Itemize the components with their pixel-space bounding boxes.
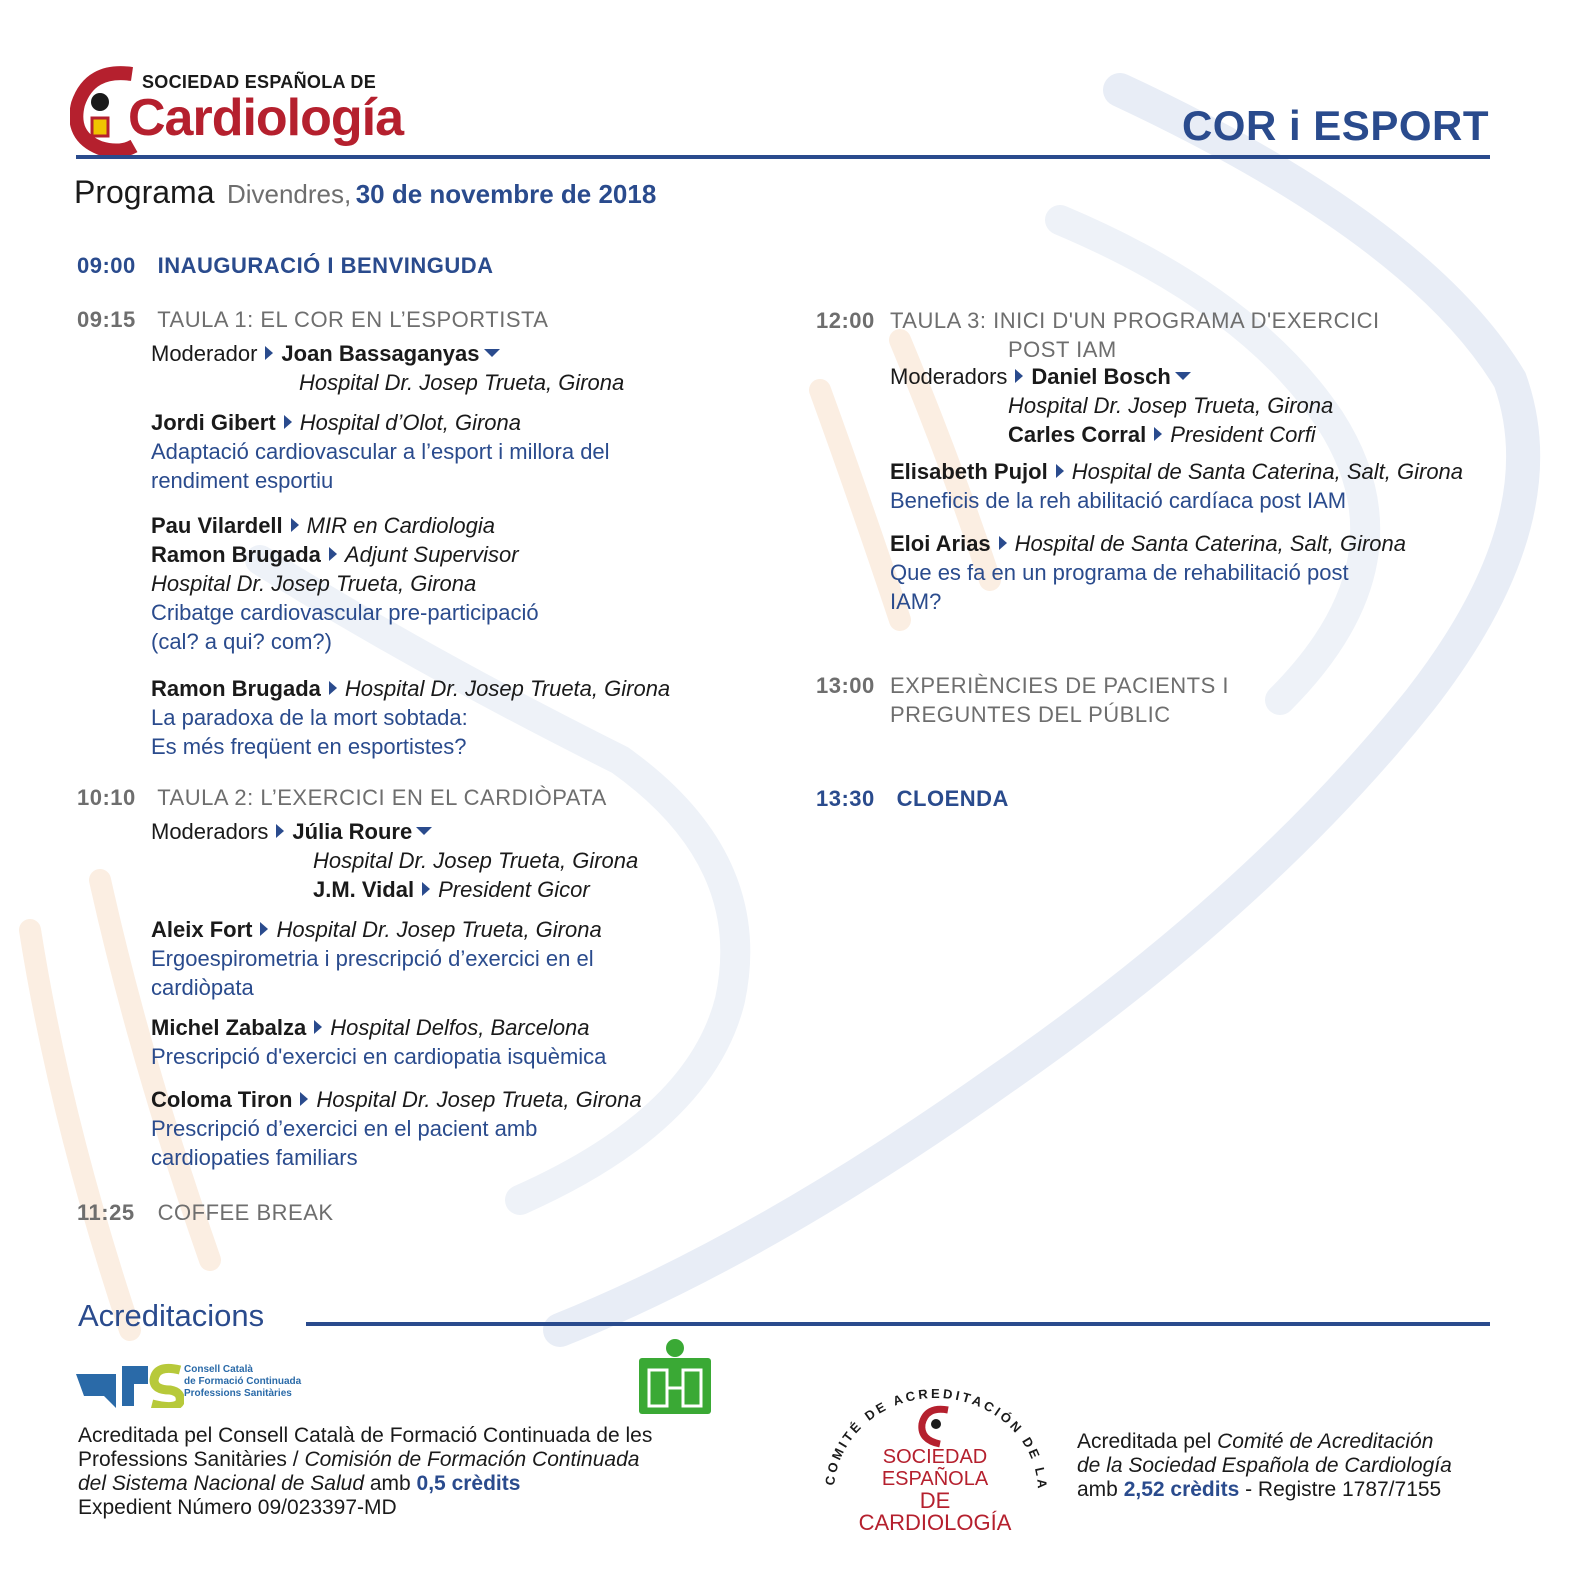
cfc-logo xyxy=(637,1338,713,1416)
moderator-label: Moderadors xyxy=(151,819,269,844)
session-coffee-break xyxy=(77,1200,334,1226)
moderator-block-1 xyxy=(151,339,624,397)
moderator-affiliation: President Corfi xyxy=(1170,422,1316,447)
program-date: 30 de novembre de 2018 xyxy=(355,179,657,209)
logo-main-text: Cardiología xyxy=(128,89,404,147)
speaker-name: Ramon Brugada xyxy=(151,676,321,701)
accreditation-left-text xyxy=(78,1424,652,1520)
moderator-affiliation: Hospital Dr. Josep Trueta, Girona xyxy=(1008,393,1334,418)
session-experiencies xyxy=(816,671,1229,729)
text-line: de la Sociedad Española de Cardiología xyxy=(1077,1454,1452,1477)
speaker-affiliation: Hospital d’Olot, Girona xyxy=(299,410,522,435)
talk-5 xyxy=(151,1013,606,1071)
talk-title-line: cardiòpata xyxy=(151,975,254,1000)
moderator-name: Júlia Roure xyxy=(292,819,413,844)
session-title: CLOENDA xyxy=(896,786,1009,811)
ccfcps-logo-line: de Formació Continuada xyxy=(184,1376,302,1387)
header-rule xyxy=(76,155,1490,159)
credits-value: 0,5 crèdits xyxy=(416,1472,521,1495)
talk-7 xyxy=(890,457,1463,515)
speaker-affiliation: Hospital Dr. Josep Trueta, Girona xyxy=(276,917,602,942)
credits-value: 2,52 crèdits xyxy=(1123,1478,1240,1501)
text-line: Acreditada pel Consell Català de Formació Continuada de les xyxy=(78,1424,653,1447)
seal-arc-text: COMITÉ DE ACREDITACIÓN DE LA xyxy=(822,1385,1050,1492)
text-span: Comité de Acreditación xyxy=(1217,1430,1434,1453)
talk-8 xyxy=(890,529,1406,616)
speaker-name: Michel Zabalza xyxy=(151,1015,307,1040)
session-taula-3 xyxy=(816,306,1380,364)
speaker-affiliation: Adjunt Supervisor xyxy=(344,542,519,567)
moderator-affiliation: Hospital Dr. Josep Trueta, Girona xyxy=(313,848,639,873)
arrow-icon xyxy=(999,536,1007,550)
talk-4 xyxy=(151,915,602,1002)
session-taula-2 xyxy=(77,785,607,811)
talk-title-line: La paradoxa de la mort sobtada: xyxy=(151,705,468,730)
triangle-down-icon xyxy=(416,827,432,835)
moderator-name: Joan Bassaganyas xyxy=(281,341,480,366)
session-title-cont: POST IAM xyxy=(1008,337,1117,362)
accreditation-right-text xyxy=(1077,1430,1452,1502)
session-title: EXPERIÈNCIES DE PACIENTS I xyxy=(890,673,1230,698)
speaker-affiliation: Hospital Dr. Josep Trueta, Girona xyxy=(316,1087,642,1112)
arrow-icon xyxy=(314,1020,322,1034)
accreditations-rule xyxy=(306,1322,1490,1326)
session-taula-1 xyxy=(77,307,548,333)
seal-line: SOCIEDAD ESPAÑOLA xyxy=(881,1446,989,1490)
moderator-label: Moderadors xyxy=(890,364,1008,389)
talk-title-line: IAM? xyxy=(890,589,942,614)
moderator-block-3 xyxy=(890,362,1333,449)
talk-title-line: Que es fa en un programa de rehabilitació post xyxy=(890,560,1349,585)
triangle-down-icon xyxy=(1175,372,1191,380)
talk-3 xyxy=(151,674,670,761)
session-title: COFFEE BREAK xyxy=(157,1200,334,1225)
speaker-affiliation: Hospital Delfos, Barcelona xyxy=(330,1015,590,1040)
speaker-hospital: Hospital Dr. Josep Trueta, Girona xyxy=(151,571,477,596)
speaker-name: Elisabeth Pujol xyxy=(890,459,1048,484)
session-time: 13:00 xyxy=(816,673,875,698)
moderator-name: Carles Corral xyxy=(1008,422,1147,447)
talk-1 xyxy=(151,408,610,495)
speaker-name: Ramon Brugada xyxy=(151,542,321,567)
session-time: 09:15 xyxy=(77,307,136,332)
moderator-name: J.M. Vidal xyxy=(313,877,415,902)
seal-line: DE CARDIOLOGÍA xyxy=(858,1488,1012,1535)
text-span: Comisión de Formación Continuada xyxy=(304,1448,640,1471)
talk-2 xyxy=(151,511,539,656)
session-title-cont: PREGUNTES DEL PÚBLIC xyxy=(890,702,1171,727)
ccfcps-logo xyxy=(76,1362,336,1408)
speaker-affiliation: Hospital Dr. Josep Trueta, Girona xyxy=(344,676,671,701)
speaker-name: Eloi Arias xyxy=(890,531,991,556)
session-inauguracio xyxy=(77,253,494,279)
session-title: TAULA 2: L’EXERCICI EN EL CARDIÒPATA xyxy=(157,785,607,810)
sec-logo xyxy=(70,66,404,158)
program-heading xyxy=(74,174,656,211)
speaker-affiliation: Hospital de Santa Caterina, Salt, Girona xyxy=(1014,531,1406,556)
moderator-block-2 xyxy=(151,817,638,904)
accreditations-heading: Acreditacions xyxy=(78,1298,265,1333)
session-time: 10:10 xyxy=(77,785,136,810)
session-cloenda xyxy=(816,786,1009,812)
session-time: 11:25 xyxy=(77,1200,135,1225)
text-span: - Registre 1787/7155 xyxy=(1239,1478,1442,1501)
session-time: 12:00 xyxy=(816,308,875,333)
text-line: Expedient Número 09/023397-MD xyxy=(78,1496,397,1519)
speaker-name: Coloma Tiron xyxy=(151,1087,293,1112)
arrow-icon xyxy=(1154,427,1162,441)
program-day: Divendres, xyxy=(226,179,352,209)
speaker-affiliation: MIR en Cardiologia xyxy=(306,513,495,538)
arrow-icon xyxy=(260,922,268,936)
arrow-icon xyxy=(265,346,273,360)
talk-title-line: Prescripció d'exercici en cardiopatia isquèmica xyxy=(151,1044,607,1069)
arrow-icon xyxy=(1056,464,1064,478)
talk-title-line: Cribatge cardiovascular pre-participació xyxy=(151,600,539,625)
moderator-name: Daniel Bosch xyxy=(1031,364,1171,389)
arrow-icon xyxy=(329,681,337,695)
talk-title-line: rendiment esportiu xyxy=(151,468,334,493)
moderator-affiliation: President Gicor xyxy=(438,877,590,902)
speaker-name: Jordi Gibert xyxy=(151,410,276,435)
logo-top-text: SOCIEDAD ESPAÑOLA DE xyxy=(142,72,377,92)
talk-6 xyxy=(151,1085,642,1172)
talk-title-line: Beneficis de la reh abilitació cardíaca post IAM xyxy=(890,488,1347,513)
arrow-icon xyxy=(422,882,430,896)
arrow-icon xyxy=(329,547,337,561)
talk-title-line: Es més freqüent en esportistes? xyxy=(151,734,467,759)
program-label: Programa xyxy=(74,174,215,210)
sec-accreditation-seal xyxy=(820,1380,1050,1535)
session-title: INAUGURACIÓ I BENVINGUDA xyxy=(157,253,494,278)
event-title: COR i ESPORT xyxy=(1181,102,1489,149)
talk-title-line: cardiopaties familiars xyxy=(151,1145,358,1170)
talk-title-line: Adaptació cardiovascular a l’esport i millora del xyxy=(151,439,610,464)
speaker-name: Pau Vilardell xyxy=(151,513,283,538)
triangle-down-icon xyxy=(484,349,500,357)
session-title: TAULA 1: EL COR EN L’ESPORTISTA xyxy=(157,307,549,332)
arrow-icon xyxy=(1015,369,1023,383)
text-span: Acreditada pel xyxy=(1077,1430,1218,1453)
text-span: del Sistema Nacional de Salud xyxy=(78,1472,365,1495)
speaker-name: Aleix Fort xyxy=(151,917,253,942)
arrow-icon xyxy=(276,824,284,838)
talk-title-line: Ergoespirometria i prescripció d’exercici en el xyxy=(151,946,594,971)
session-time: 09:00 xyxy=(77,253,136,278)
talk-title-line: (cal? a qui? com?) xyxy=(151,629,332,654)
text-span: amb xyxy=(1077,1478,1124,1501)
arrow-icon xyxy=(291,518,299,532)
speaker-affiliation: Hospital de Santa Caterina, Salt, Girona xyxy=(1071,459,1464,484)
ccfcps-logo-line: Professions Sanitàries xyxy=(184,1388,292,1399)
ccfcps-logo-mark xyxy=(76,1362,184,1408)
text-span: Professions Sanitàries / xyxy=(78,1448,305,1471)
session-title: TAULA 3: INICI D'UN PROGRAMA D'EXERCICI xyxy=(890,308,1380,333)
moderator-label: Moderador xyxy=(151,341,258,366)
arrow-icon xyxy=(300,1092,308,1106)
talk-title-line: Prescripció d’exercici en el pacient amb xyxy=(151,1116,538,1141)
ccfcps-logo-line: Consell Català xyxy=(184,1364,253,1375)
arrow-icon xyxy=(284,415,292,429)
session-time: 13:30 xyxy=(816,786,875,811)
text-span: amb xyxy=(364,1472,417,1495)
moderator-affiliation: Hospital Dr. Josep Trueta, Girona xyxy=(299,370,625,395)
